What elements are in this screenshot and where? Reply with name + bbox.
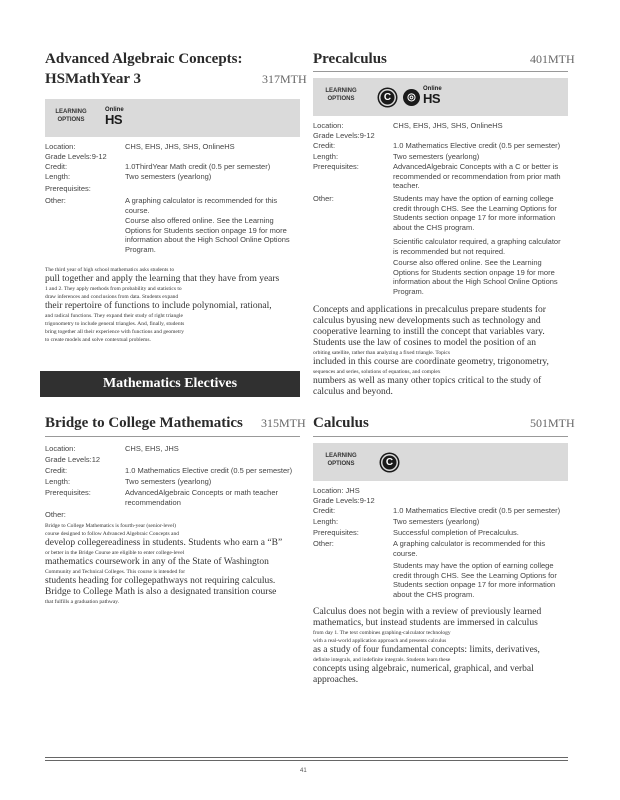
description-line: calculus and beyond. xyxy=(313,387,393,397)
divider xyxy=(313,436,568,437)
page-number: 41 xyxy=(300,768,307,774)
description-line: sequences and series, solutions of equations, and complex xyxy=(313,369,441,375)
globe-icon: ◎ xyxy=(403,89,420,106)
description-line: trigonometry to include general triangles. And, finally, students xyxy=(45,321,185,327)
description-line: bring together all their experience with functions and geometry xyxy=(45,329,184,335)
description-line: Bridge to College Math is also a designated transition course xyxy=(45,587,277,597)
college-credit-icon: C xyxy=(379,89,396,106)
online-hs-icon: Online HS xyxy=(105,107,124,127)
description-line: Bridge to College Mathematics is fourth-year (senior-level) xyxy=(45,523,176,529)
description-line: course designed to follow Advanced Algebraic Concepts and xyxy=(45,531,179,537)
course-details: Location: CHS, EHS, JHS, SHS, OnlineHS Grade Levels:9-12 Credit: 1.0 Mathematics Elective credit (0.5 per semester) Length: Two semesters (yearlong) Prerequisites: AdvancedAlgebraic Concepts with a C or better is recommended or recommendation from prior math teacher. Other: Students may have the option of earning college credit through CHS. See the Learning Options for Students section onpage 17 for more information about the CHS program. Scientific calculator required, a graphing calculator is recommended but not required. Course also offered online. See the Learning Options for Students section onpage 19 for more information about the High School Online Options Program. xyxy=(313,121,561,296)
learning-options-box xyxy=(45,99,300,137)
online-hs-icon: Online HS xyxy=(423,86,442,106)
course-code: 317MTH xyxy=(262,72,307,86)
description-line: pull together and apply the learning that they have from years xyxy=(45,274,280,284)
description-line: mathematics, but instead students are immersed in calculus xyxy=(313,618,538,628)
description-line: Calculus does not begin with a review of previously learned xyxy=(313,607,542,617)
divider xyxy=(45,436,300,437)
description-line: approaches. xyxy=(313,675,359,685)
description-line: numbers as well as many other topics critical to the study of xyxy=(313,376,542,386)
learning-options-label-2: OPTIONS xyxy=(57,117,85,123)
course-code: 501MTH xyxy=(530,416,575,430)
description-line: or better in the Bridge Course are eligible to enter college-level xyxy=(45,550,185,556)
learning-options-box xyxy=(313,78,568,116)
college-credit-icon: C xyxy=(381,454,398,471)
learning-options-label-2: OPTIONS xyxy=(327,96,355,102)
description-line: definite integrals, and indefinite integrals. Students learn these xyxy=(313,657,451,663)
course-description xyxy=(313,607,571,686)
learning-options-label: LEARNING xyxy=(325,453,357,459)
description-line: Students use the law of cosines to model the position of an xyxy=(313,338,536,348)
learning-options-box xyxy=(313,443,568,481)
description-line: from day 1. The text combines graphing-calculator technology xyxy=(313,630,451,636)
course-code: 315MTH xyxy=(261,416,306,430)
description-line: calculus byusing new developments such as technology and xyxy=(313,316,541,326)
learning-options-label: LEARNING xyxy=(325,88,357,94)
description-line: with a real-world application approach and presents calculus xyxy=(313,638,447,644)
description-line: orbiting satellite, rather than analyzing a fixed triangle. Topics xyxy=(313,350,450,356)
learning-options-label-2: OPTIONS xyxy=(327,461,355,467)
divider xyxy=(313,71,568,72)
course-description xyxy=(45,266,303,344)
description-line: students heading for collegepathways not requiring calculus. xyxy=(45,576,276,586)
course-description xyxy=(45,522,303,606)
course-title: Bridge to College Mathematics xyxy=(45,415,243,431)
course-details: Location: CHS, EHS, JHS Grade Levels:12 Credit: 1.0 Mathematics Elective credit (0.5 per semester) Length: Two semesters (yearlong) Prerequisites: AdvancedAlgebraic Concepts or math teacher recommendation Other: xyxy=(45,444,293,519)
course-title: Precalculus xyxy=(313,51,387,67)
description-line: included in this course are coordinate geometry, trigonometry, xyxy=(313,357,549,367)
description-line: that fulfills a graduation pathway. xyxy=(45,599,120,605)
course-title: Calculus xyxy=(313,415,369,431)
description-line: mathematics coursework in any of the State of Washington xyxy=(45,557,269,567)
description-line: as a study of four fundamental concepts: limits, derivatives, xyxy=(313,645,540,655)
description-line: Community and Technical Colleges. This course is intended for xyxy=(45,569,186,575)
course-description xyxy=(313,305,571,398)
course-code: 401MTH xyxy=(530,52,575,66)
course-title-line2: HSMathYear 3 xyxy=(45,71,141,87)
footer-rule xyxy=(45,757,568,758)
description-line: develop collegereadiness in students. Students who earn a “B” xyxy=(45,538,283,548)
course-details: Location: JHS Grade Levels:9-12 Credit: 1.0 Mathematics Elective credit (0.5 per semester) Length: Two semesters (yearlong) Prerequisites: Successful completion of Precalculus. Other: A graphing calculator is recommended for this course. Students may have the option of earning college credit through CHS. See the Learning Options for Students section onpage 17 for more information about the CHS program. xyxy=(313,486,561,599)
description-line: and radical functions. They expand their study of right triangle xyxy=(45,313,183,319)
description-line: The third year of high school mathematics asks students to xyxy=(45,267,175,273)
description-line: to create models and solve contextual problems. xyxy=(45,337,151,343)
description-line: cooperative learning to instill the concept that variables vary. xyxy=(313,327,545,337)
description-line: concepts using algebraic, numerical, graphical, and verbal xyxy=(313,664,534,674)
description-line: their repertoire of functions to include polynomial, rational, xyxy=(45,301,272,311)
footer-rule-2 xyxy=(45,760,568,761)
course-details: Location: CHS, EHS, JHS, SHS, OnlineHS Grade Levels:9-12 Credit: 1.0ThirdYear Math credit (0.5 per semester) Length: Two semesters (yearlong) Prerequisites: Other: A graphing calculator is recommended for this course. Course also offered online. See the Learning Options for Students section onpage 19 for more information about the High School Online Options Program. xyxy=(45,142,290,254)
learning-options-label: LEARNING xyxy=(55,109,87,115)
section-banner: Mathematics Electives xyxy=(40,371,300,397)
description-line: Concepts and applications in precalculus prepare students for xyxy=(313,305,546,315)
description-line: draw inferences and conclusions from data. Students expand xyxy=(45,294,179,300)
course-title: Advanced Algebraic Concepts: xyxy=(45,51,243,67)
description-line: 1 and 2. They apply methods from probability and statistics to xyxy=(45,286,182,292)
